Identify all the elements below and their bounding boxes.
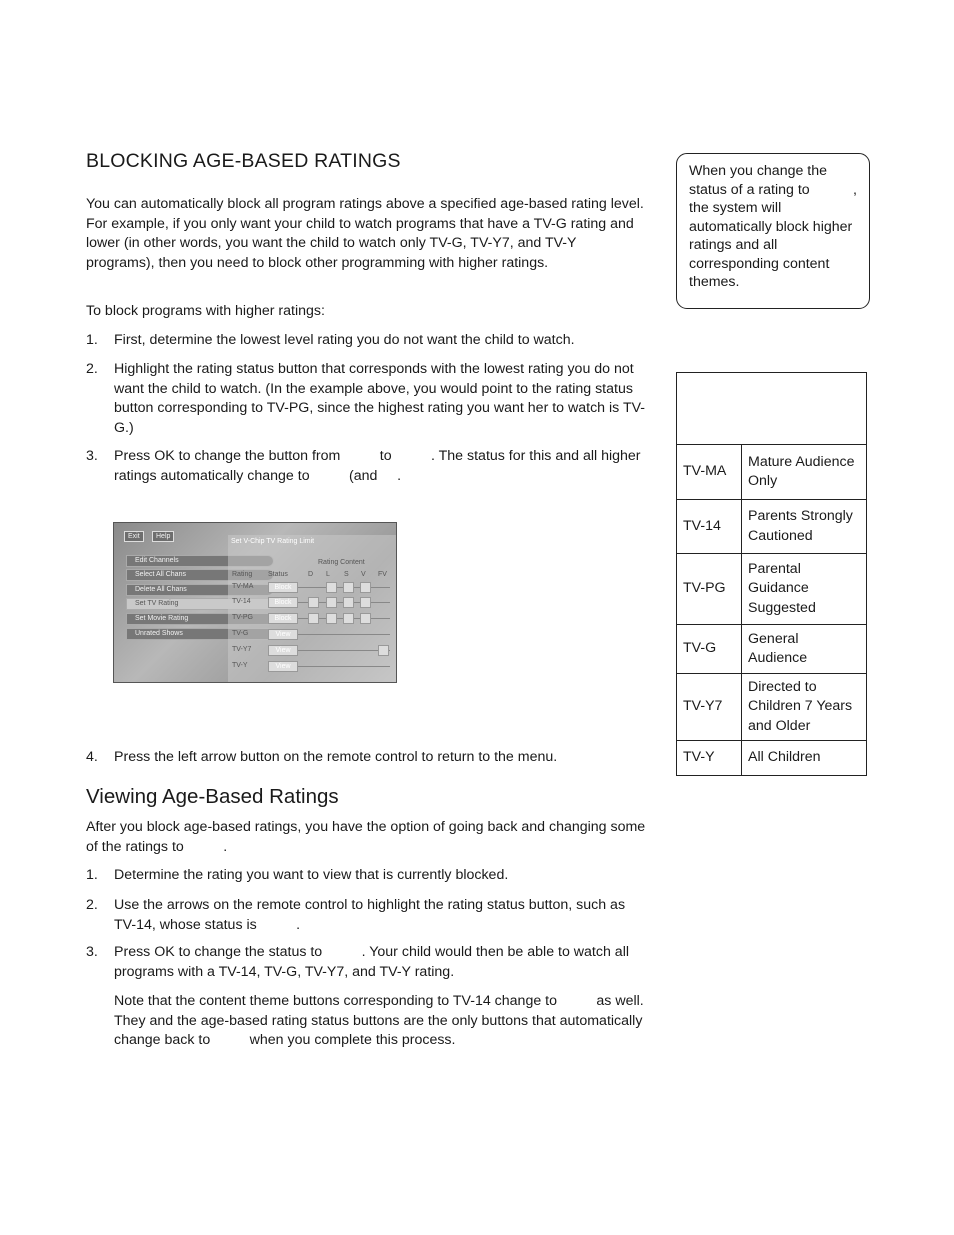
step-text: Press OK to change the button from to . The status for this and all higher ratings automatically change to (and . [114, 448, 645, 484]
row-status: Block [268, 597, 298, 608]
sidebar-note: When you change the status of a rating to , the system will automatically block higher ratings and all corresponding content themes. [676, 153, 870, 309]
step-number: 1. [86, 332, 98, 348]
rating-row [230, 613, 390, 625]
col-rating: Rating [232, 571, 253, 578]
step-number: 2. [86, 361, 98, 377]
row-rating: TV-Y7 [232, 646, 252, 653]
table-header-row [677, 373, 867, 445]
step-text: Highlight the rating status button that corresponds with the lowest rating you do not want the child to watch. (In the example above, you would point to the rating status button corresponding to TV-PG, since the highest rating you want her to watch is TV-G.) [114, 361, 646, 436]
exit-button: Exit [124, 531, 144, 542]
rating-row [230, 645, 390, 657]
step-item [86, 943, 646, 982]
row-rating: TV-14 [232, 598, 251, 605]
step-text: Press OK to change the status to . Your child would then be able to watch all programs with a TV-14, TV-G, TV-Y7, and TV-Y rating. [114, 944, 633, 980]
rating-panel [228, 535, 396, 682]
step-item [86, 331, 646, 351]
col-s: S [344, 571, 349, 578]
step-number: 3. [86, 448, 98, 464]
rating-desc: Parents Strongly Cautioned [742, 500, 867, 554]
step-number: 1. [86, 867, 98, 883]
rating-code: TV-G [677, 625, 742, 674]
rating-desc: Parental Guidance Suggested [742, 554, 867, 625]
menu-item-selected: Set TV Rating [126, 598, 274, 610]
col-status: Status [268, 571, 288, 578]
row-rating: TV-MA [232, 583, 254, 590]
rating-desc: Mature Audience Only [742, 445, 867, 500]
row-status: View [268, 661, 298, 672]
step-item [86, 748, 646, 768]
ratings-table [676, 372, 867, 776]
panel-title: Set V-Chip TV Rating Limit [231, 538, 315, 545]
row-rating: TV-G [232, 630, 249, 637]
table-row [677, 554, 867, 625]
intro-paragraph: You can automatically block all program ratings above a specified age-based rating level. For example, if you only want your child to watch programs that have a TV-G rating and lower (in other words, you want the child to watch only TV-G, TV-Y7, and TV-Y programs), then you need to block other programming with higher ratings. [86, 196, 644, 271]
table-row [677, 500, 867, 554]
row-status: Block [268, 582, 298, 593]
row-status: View [268, 645, 298, 656]
col-l: L [326, 571, 330, 578]
step-text: Use the arrows on the remote control to highlight the rating status button, such as TV-14, whose status is . [114, 897, 629, 933]
rating-row [230, 661, 390, 673]
section-title-viewing: Viewing Age-Based Ratings [86, 785, 339, 808]
menu-item: Select All Chans [126, 569, 274, 581]
menu-item: Unrated Shows [126, 628, 274, 640]
table-row [677, 625, 867, 674]
section-title-blocking: BLOCKING AGE-BASED RATINGS [86, 150, 401, 172]
rating-row [230, 629, 390, 641]
menu-item: Delete All Chans [126, 584, 274, 596]
rating-code: TV-Y7 [677, 674, 742, 741]
step-item [86, 447, 646, 486]
menu-item: Edit Channels [126, 555, 274, 567]
table-row [677, 741, 867, 776]
row-rating: TV-PG [232, 614, 254, 621]
rating-desc: All Children [742, 741, 867, 776]
step-text: Press the left arrow button on the remote control to return to the menu. [114, 749, 558, 765]
rating-desc: Directed to Children 7 Years and Older [742, 674, 867, 741]
table-row [677, 674, 867, 741]
step-number: 3. [86, 944, 98, 960]
content-header: Rating Content [318, 559, 365, 566]
step-item [86, 866, 646, 886]
vchip-screenshot [113, 522, 397, 683]
menu-item: Set Movie Rating [126, 613, 274, 625]
col-fv: FV [378, 571, 387, 578]
step-note: Note that the content theme buttons corresponding to TV-14 change to as well. They and the age-based rating status buttons are the only buttons that automatically change back to when you complete this process. [114, 993, 648, 1048]
rating-row [230, 582, 390, 594]
rating-code: TV-Y [677, 741, 742, 776]
step-item [86, 360, 646, 438]
row-status: View [268, 629, 298, 640]
rating-code: TV-PG [677, 554, 742, 625]
help-button: Help [152, 531, 174, 542]
col-v: V [361, 571, 366, 578]
rating-code: TV-14 [677, 500, 742, 554]
step-text: First, determine the lowest level rating you do not want the child to watch. [114, 332, 575, 348]
lead-paragraph: To block programs with higher ratings: [86, 303, 325, 319]
rating-desc: General Audience [742, 625, 867, 674]
table-row [677, 445, 867, 500]
viewing-intro: After you block age-based ratings, you have the option of going back and changing some of the ratings to . [86, 819, 650, 855]
rating-row [230, 597, 390, 609]
step-text: Determine the rating you want to view that is currently blocked. [114, 867, 509, 883]
col-d: D [308, 571, 314, 578]
step-item [86, 896, 646, 935]
step-number: 2. [86, 897, 98, 913]
rating-code: TV-MA [677, 445, 742, 500]
row-rating: TV-Y [232, 662, 248, 669]
step-number: 4. [86, 749, 98, 765]
row-status: Block [268, 613, 298, 624]
